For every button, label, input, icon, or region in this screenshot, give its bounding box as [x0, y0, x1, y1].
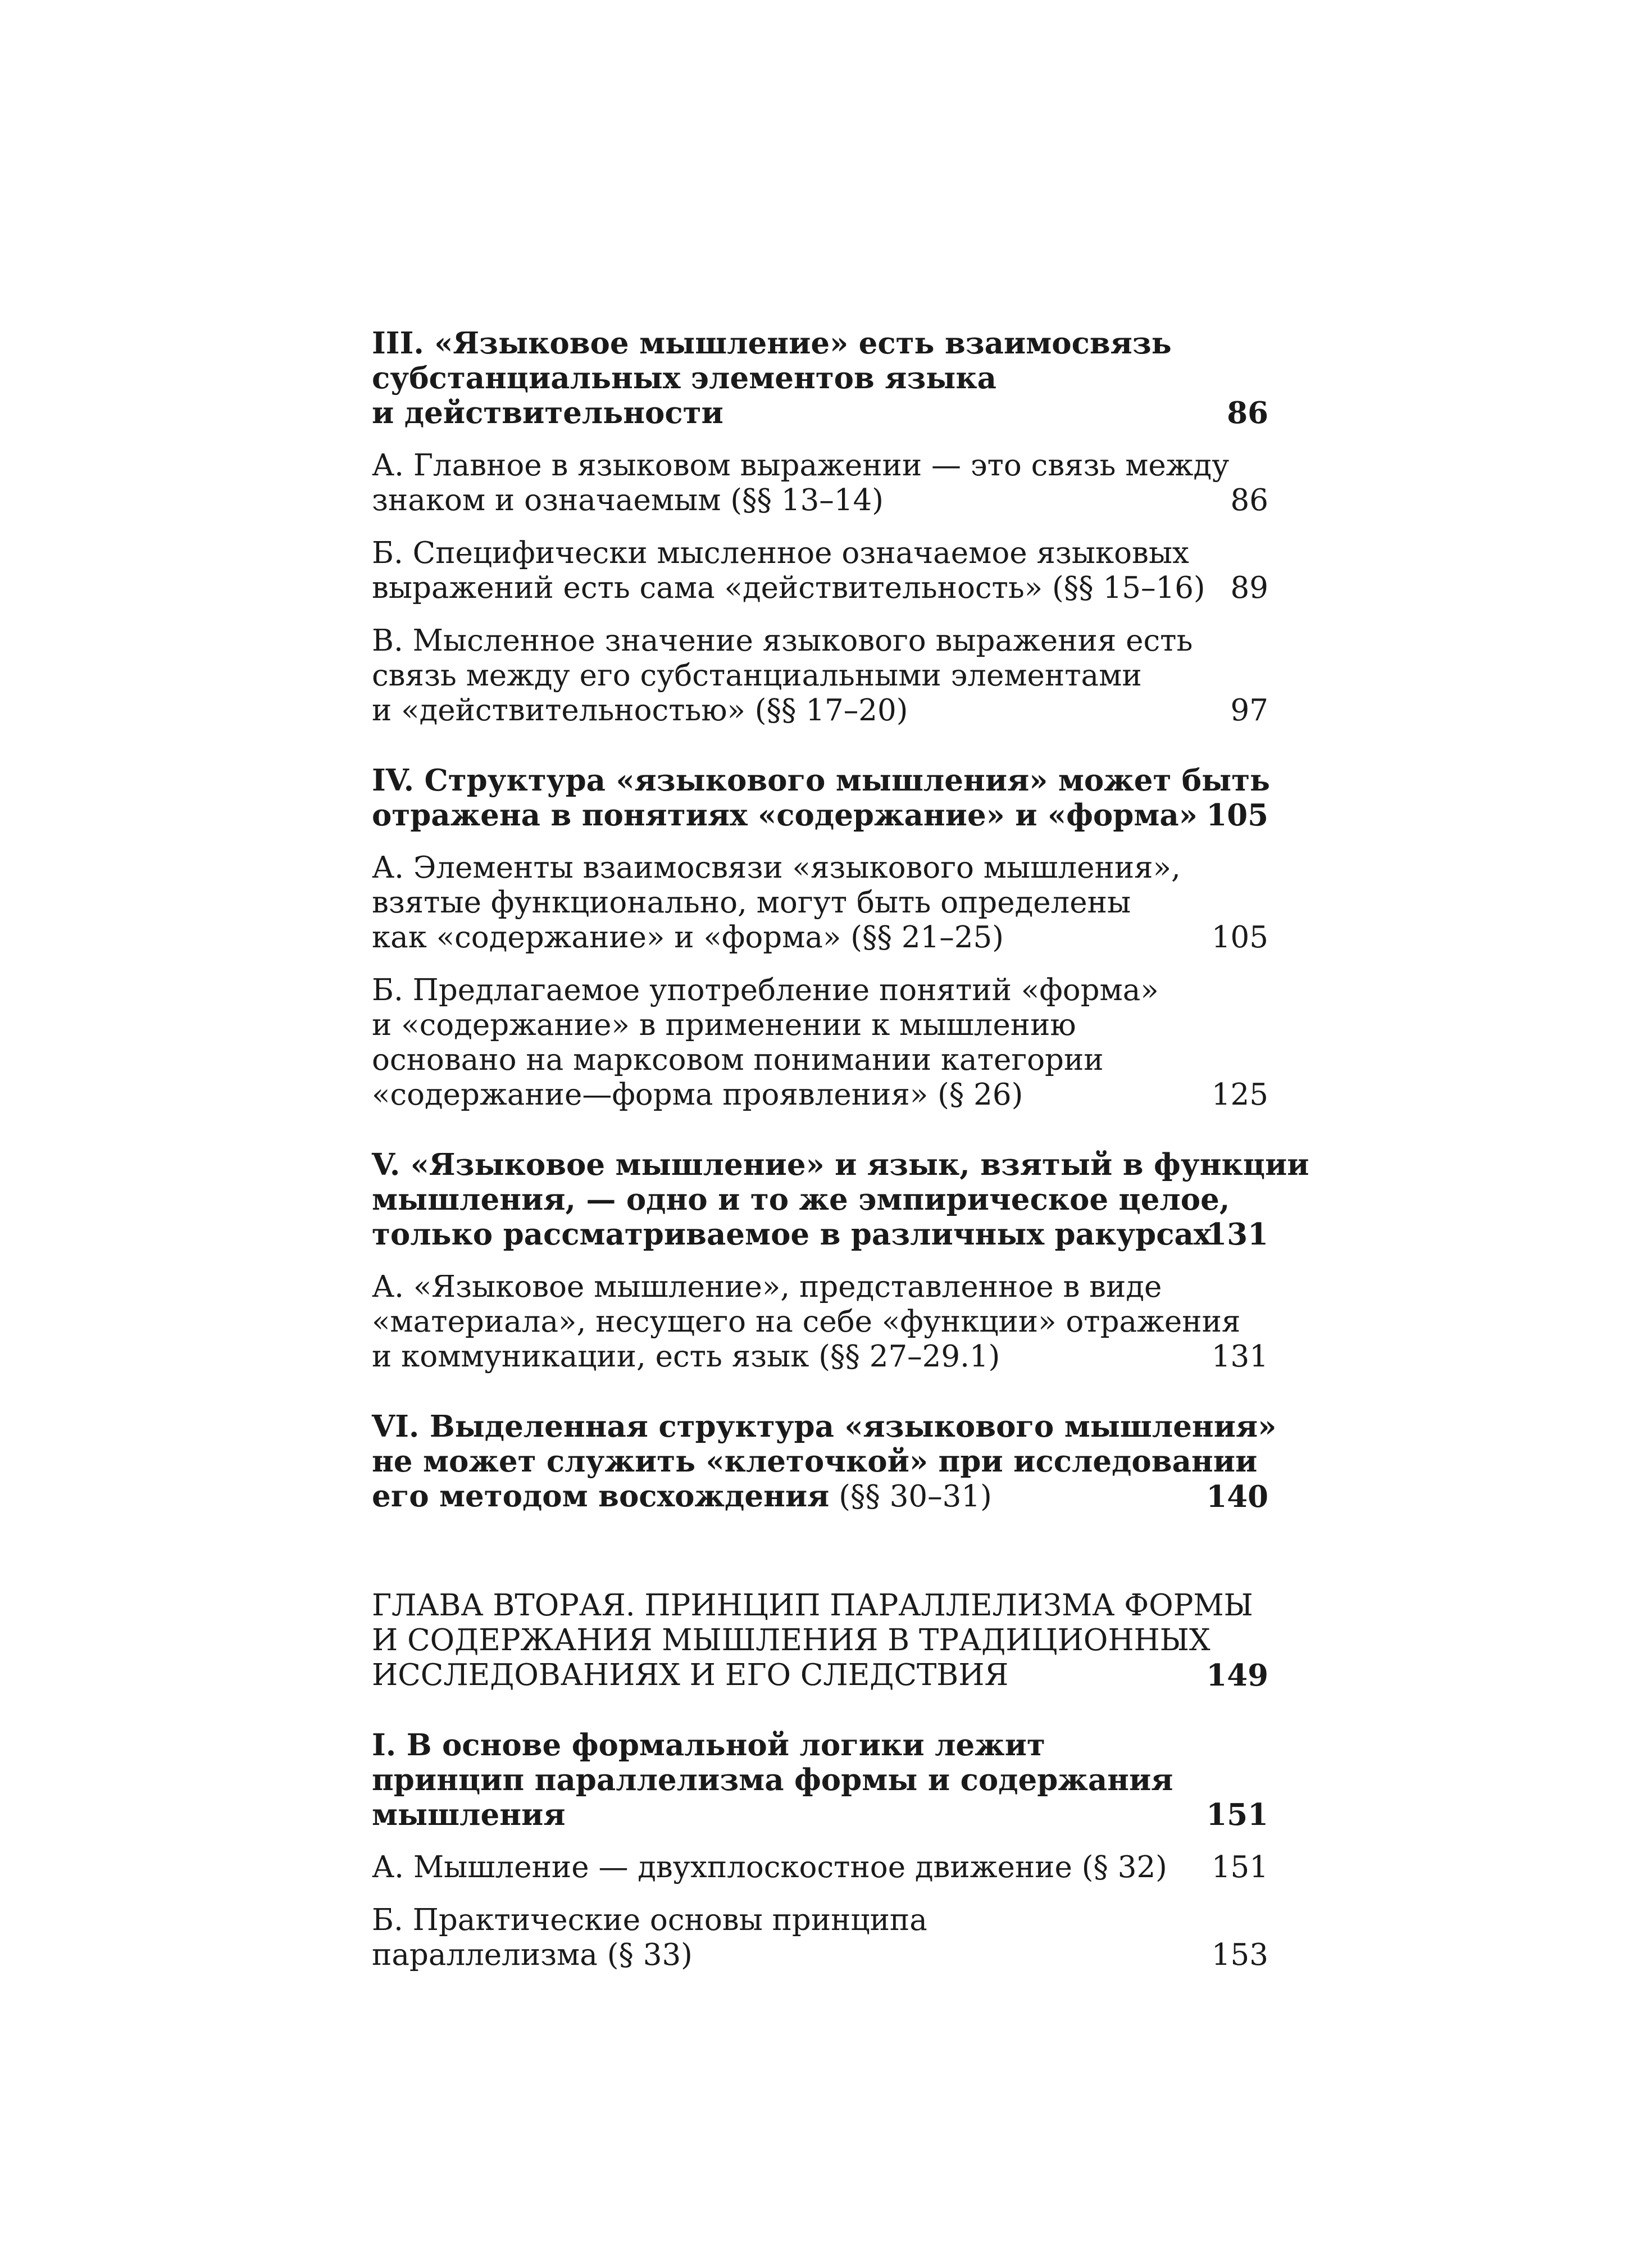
toc-line: отражена в понятиях «содержание» и «форма» — [372, 798, 1198, 833]
toc-line: V. «Языковое мышление» и язык, взятый в функции — [372, 1147, 1309, 1182]
toc-line — [372, 1479, 1158, 1514]
toc-entry-title — [372, 1850, 1167, 1885]
toc-page-number: 151 — [1211, 1850, 1268, 1884]
toc-section-i — [372, 1728, 1268, 1832]
toc-subsection-iii-c — [372, 624, 1268, 728]
toc-line: А. Мышление — двухплоскостное движение (§ 32) — [372, 1850, 1167, 1884]
toc-line: ГЛАВА ВТОРАЯ. ПРИНЦИП ПАРАЛЛЕЛИЗМА ФОРМЫ — [372, 1588, 1253, 1623]
toc-line: принцип параллелизма формы и содержания — [372, 1763, 1173, 1797]
toc-section-vi — [372, 1409, 1277, 1514]
toc-page-number: 89 — [1230, 571, 1268, 605]
toc-page-number: 86 — [1227, 396, 1268, 430]
toc-line: только рассматриваемое в различных ракурсах — [372, 1217, 1212, 1252]
toc-line: В. Мысленное значение языкового выражения есть — [372, 624, 1193, 658]
toc-line: и «действительностью» (§§ 17–20) — [372, 693, 908, 728]
toc-line: мышления, — одно и то же эмпирическое целое, — [372, 1182, 1230, 1217]
toc-line: А. Главное в языковом выражении — это связь между — [372, 448, 1230, 483]
toc-entry-title — [372, 1728, 1173, 1832]
toc-entry-title — [372, 1903, 1158, 1973]
toc-line: «материала», несущего на себе «функции» отражения — [372, 1305, 1241, 1339]
toc-line: IV. Структура «языкового мышления» может быть — [372, 763, 1271, 798]
toc-page-number: 151 — [1206, 1797, 1268, 1832]
toc-line: не может служить «клеточкой» при исследовании — [372, 1444, 1258, 1479]
toc-line: и коммуникации, есть язык (§§ 27–29.1) — [372, 1339, 1000, 1374]
toc-line: Б. Практические основы принципа — [372, 1903, 927, 1937]
toc-page-number: 149 — [1206, 1658, 1268, 1693]
toc-page-number: 125 — [1211, 1078, 1268, 1112]
toc-subsection-iii-a — [372, 448, 1268, 518]
toc-page-number: 105 — [1211, 920, 1268, 955]
toc-line: ИССЛЕДОВАНИЯХ И ЕГО СЛЕДСТВИЯ — [372, 1658, 1009, 1692]
toc-line: VI. Выделенная структура «языкового мышления» — [372, 1409, 1277, 1444]
toc-page-number: 86 — [1230, 483, 1268, 517]
toc-line: и «содержание» в применении к мышлению — [372, 1008, 1076, 1042]
toc-line: взятые функционально, могут быть определены — [372, 885, 1131, 920]
toc-line: знаком и означаемым (§§ 13–14) — [372, 483, 884, 517]
toc-subsection-i-a — [372, 1850, 1268, 1885]
toc-line: III. «Языковое мышление» есть взаимосвязь — [372, 326, 1172, 361]
toc-line-bold-part: его методом восхождения — [372, 1479, 830, 1514]
toc-subsection-iii-b — [372, 536, 1268, 606]
toc-subsection-iv-b — [372, 973, 1268, 1112]
toc-section-iv — [372, 763, 1271, 833]
toc-entry-title — [372, 536, 1205, 606]
toc-entry-title — [372, 624, 1193, 728]
toc-chapter-two — [372, 1588, 1268, 1693]
toc-entry-title — [372, 448, 1230, 518]
toc-line: И СОДЕРЖАНИЯ МЫШЛЕНИЯ В ТРАДИЦИОННЫХ — [372, 1623, 1210, 1657]
toc-entry-title — [372, 973, 1158, 1112]
toc-page-number: 153 — [1211, 1938, 1268, 1972]
toc-subsection-iv-a — [372, 851, 1268, 955]
toc-page-number: 131 — [1211, 1339, 1268, 1374]
toc-section-v — [372, 1147, 1309, 1252]
toc-line: субстанциальных элементов языка — [372, 361, 997, 396]
toc-line: параллелизма (§ 33) — [372, 1938, 693, 1972]
toc-entry-title — [372, 326, 1172, 430]
toc-line: Б. Специфически мысленное означаемое языковых — [372, 536, 1189, 570]
toc-entry-title — [372, 851, 1181, 955]
toc-line: А. «Языковое мышление», представленное в виде — [372, 1270, 1162, 1304]
toc-page-number: 97 — [1230, 693, 1268, 728]
toc-line: А. Элементы взаимосвязи «языкового мышления», — [372, 851, 1181, 885]
toc-line: мышления — [372, 1797, 566, 1832]
toc-line: «содержание—форма проявления» (§ 26) — [372, 1078, 1023, 1112]
toc-line-suffix: (§§ 30–31) — [829, 1479, 992, 1514]
toc-line: I. В основе формальной логики лежит — [372, 1728, 1045, 1763]
toc-subsection-i-b — [372, 1903, 1268, 1973]
toc-section-iii — [372, 326, 1268, 430]
toc-line: основано на марксовом понимании категории — [372, 1043, 1104, 1077]
toc-line: Б. Предлагаемое употребление понятий «форма» — [372, 973, 1159, 1007]
toc-line: и действительности — [372, 396, 723, 430]
toc-line: связь между его субстанциальными элементами — [372, 658, 1142, 693]
toc-subsection-v-a — [372, 1270, 1268, 1374]
toc-line: выражений есть сама «действительность» (§§ 15–16) — [372, 571, 1205, 605]
table-of-contents — [372, 326, 1309, 1973]
toc-page-number: 140 — [1206, 1479, 1268, 1514]
toc-page-number: 131 — [1206, 1217, 1268, 1252]
toc-page-number: 105 — [1206, 798, 1268, 833]
toc-line: как «содержание» и «форма» (§§ 21–25) — [372, 920, 1004, 955]
